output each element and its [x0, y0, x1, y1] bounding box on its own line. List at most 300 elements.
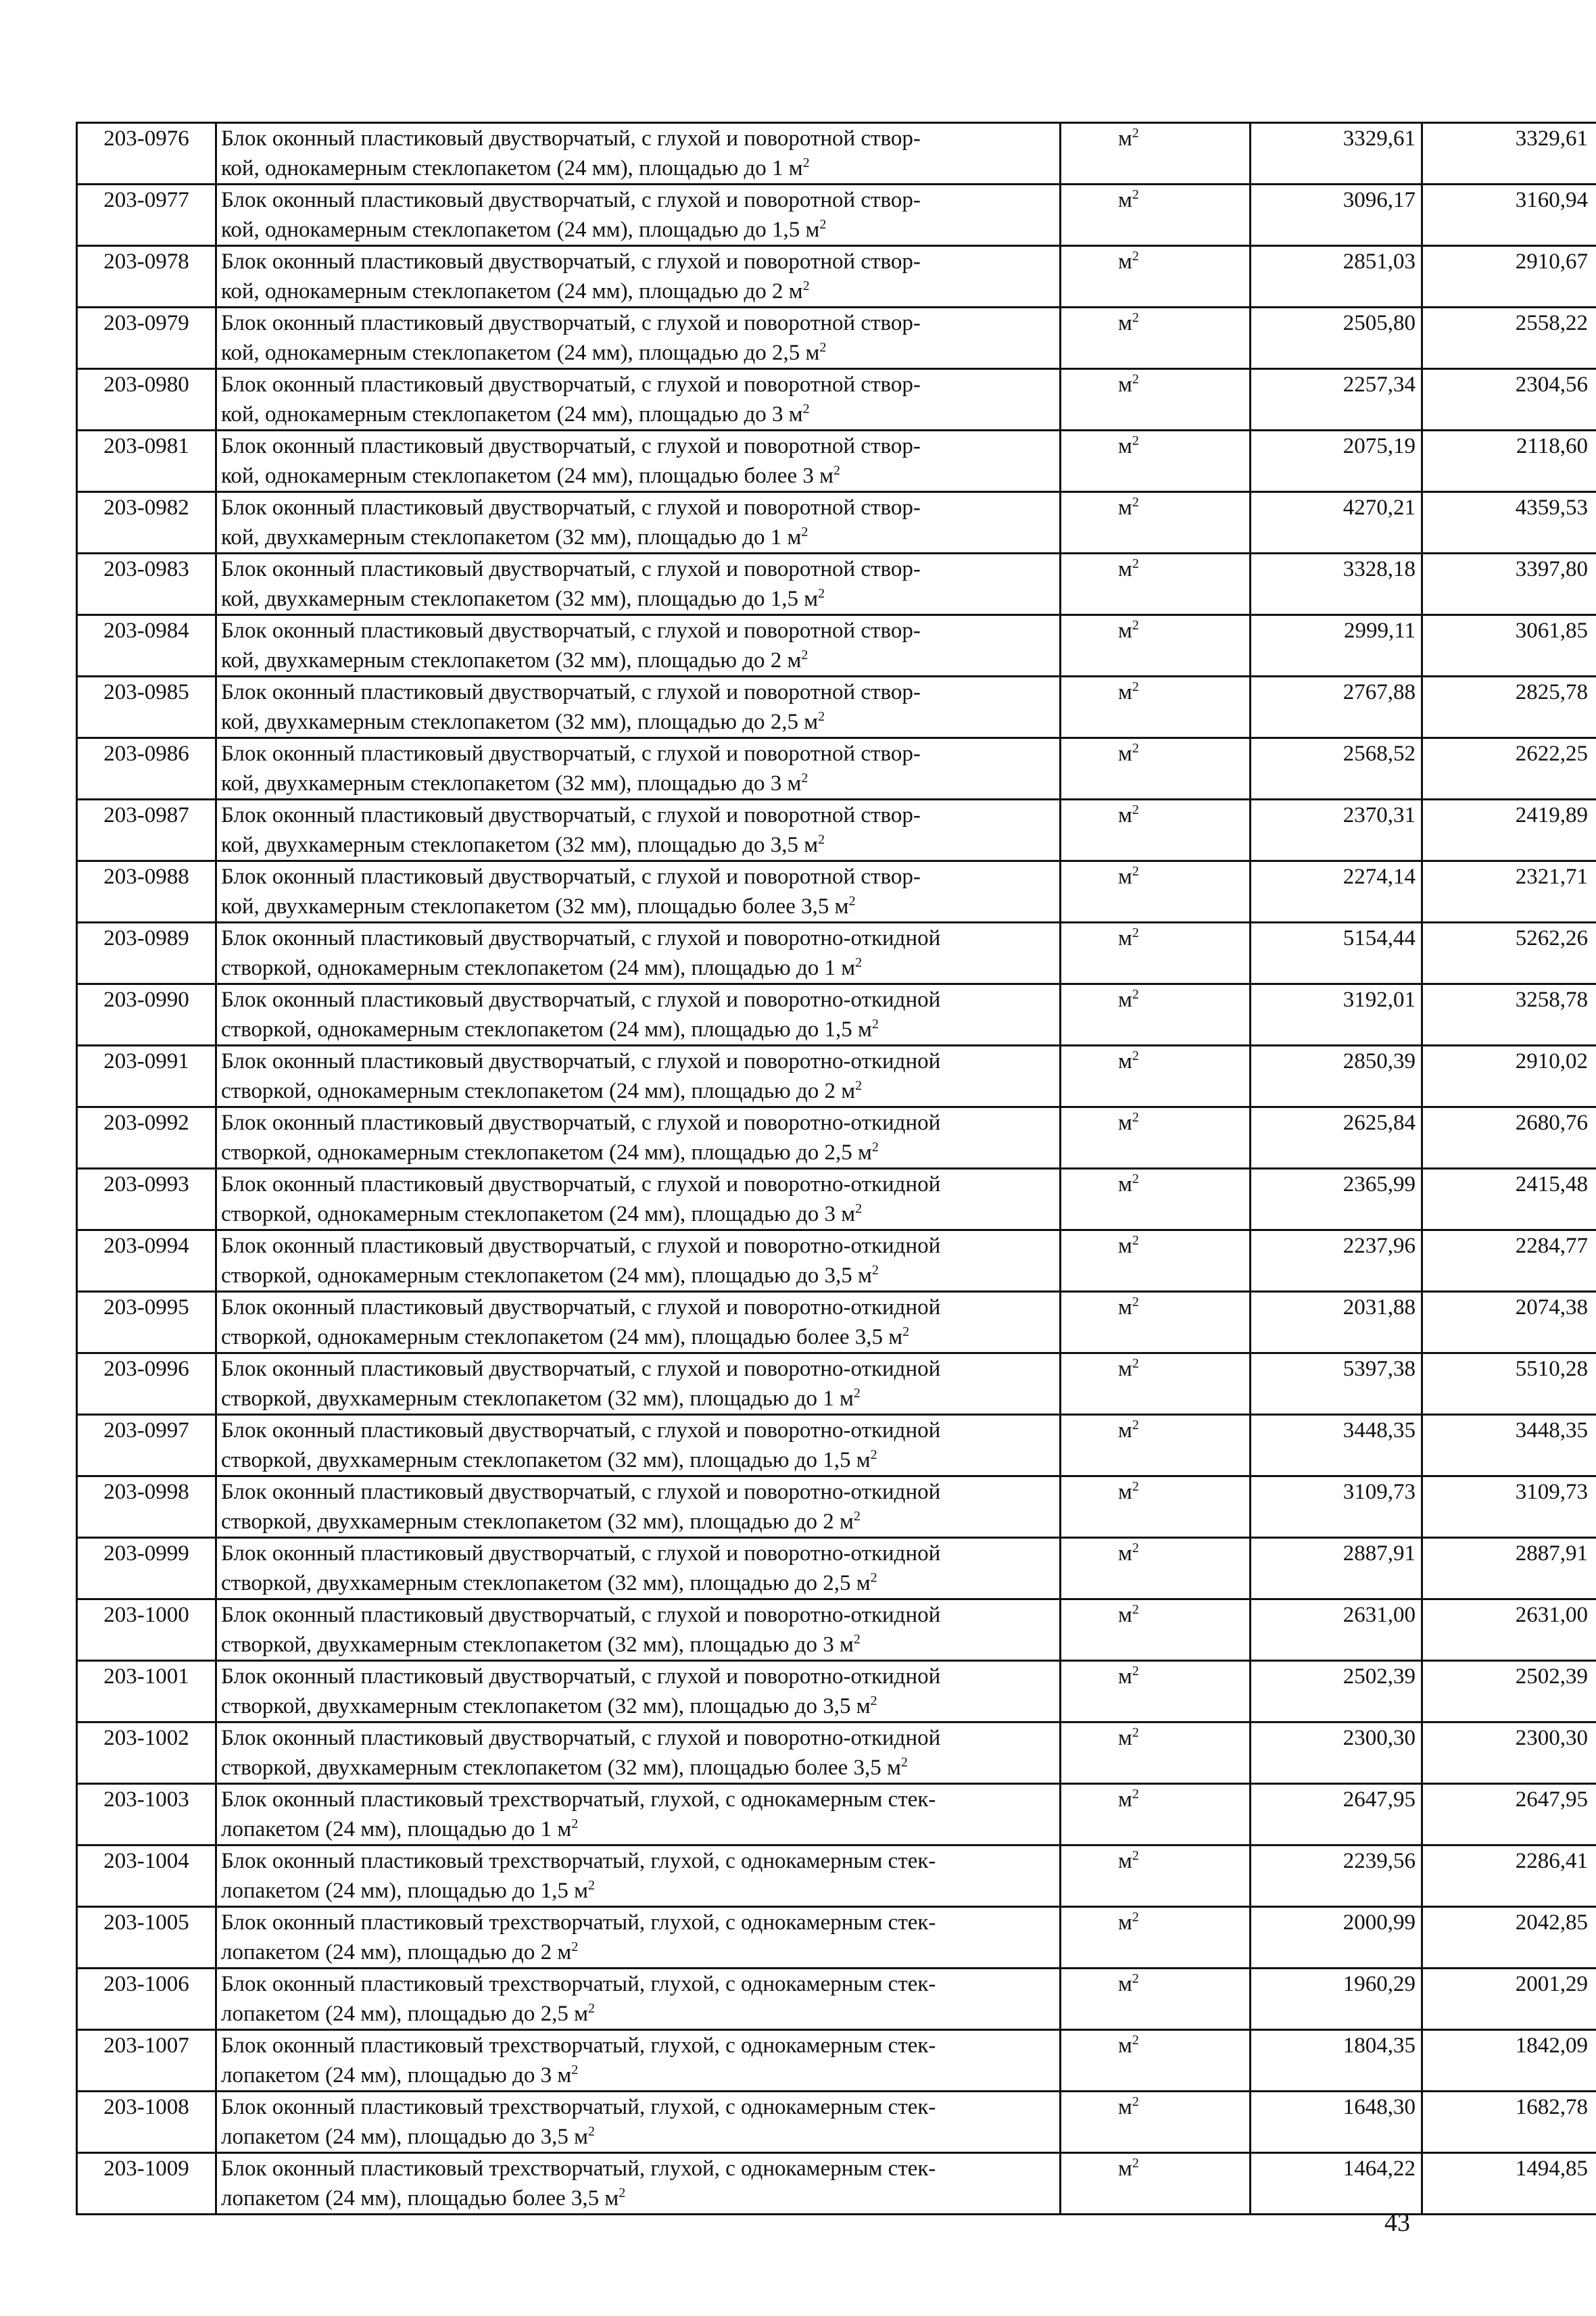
cell-price-2: 2118,60: [1422, 431, 1596, 492]
cell-price-1: 1648,30: [1251, 2092, 1422, 2153]
description-line-2: [221, 1753, 1059, 1783]
description-line-1: Блок оконный пластиковый двустворчатый, с глухой и поворотно-откидной: [221, 1418, 941, 1443]
description-line-2-text: кой, двухкамерным стеклопакетом (32 мм), площадью более 3,5 м: [221, 894, 849, 919]
cell-code: 203-1005: [77, 1907, 216, 1969]
cell-unit: [1061, 1845, 1251, 1907]
area-unit-superscript: 2: [871, 1017, 879, 1032]
cell-code: 203-0996: [77, 1353, 216, 1415]
cell-price-1: 2631,00: [1251, 1599, 1422, 1661]
description-line-1: Блок оконный пластиковый трехстворчатый, глухой, с однокамерным стек-: [221, 1787, 936, 1812]
cell-description: [216, 185, 1061, 246]
description-line-2: [221, 1937, 1059, 1967]
description-line-2: [221, 1814, 1059, 1844]
unit-text: м: [1118, 2156, 1132, 2181]
area-unit-superscript: 2: [870, 1693, 877, 1708]
cell-description: [216, 2153, 1061, 2215]
description-line-1: Блок оконный пластиковый двустворчатый, с глухой и поворотно-откидной: [221, 1111, 941, 1135]
description-line-1: Блок оконный пластиковый трехстворчатый, глухой, с однокамерным стек-: [221, 2095, 936, 2119]
description-line-1: Блок оконный пластиковый двустворчатый, с глухой и поворотно-откидной: [221, 926, 941, 950]
cell-price-2: 3109,73: [1422, 1476, 1596, 1538]
cell-price-2: 2284,77: [1422, 1230, 1596, 1292]
cell-description: [216, 1046, 1061, 1107]
unit-superscript: 2: [1132, 1848, 1139, 1863]
cell-price-1: 3329,61: [1251, 123, 1422, 185]
description-line-2: [221, 1999, 1059, 2029]
cell-price-1: 5397,38: [1251, 1353, 1422, 1415]
cell-price-2: 2887,91: [1422, 1538, 1596, 1599]
cell-unit: [1061, 861, 1251, 923]
table-row: [77, 1292, 1596, 1353]
table-row: [77, 1722, 1596, 1784]
description-line-2-text: кой, двухкамерным стеклопакетом (32 мм), площадью до 1 м: [221, 525, 802, 550]
table-row: [77, 1476, 1596, 1538]
description-line-2-text: створкой, двухкамерным стеклопакетом (32 мм), площадью до 2,5 м: [221, 1571, 871, 1595]
cell-price-2: 2286,41: [1422, 1845, 1596, 1907]
table-row: [77, 615, 1596, 677]
description-line-2-text: кой, двухкамерным стеклопакетом (32 мм), площадью до 1,5 м: [221, 587, 819, 611]
unit-superscript: 2: [1132, 925, 1139, 940]
description-line-1: Блок оконный пластиковый двустворчатый, с глухой и поворотно-откидной: [221, 988, 941, 1012]
unit-superscript: 2: [1132, 1602, 1139, 1617]
description-line-2: [221, 338, 1059, 368]
area-unit-superscript: 2: [818, 832, 825, 847]
cell-code: 203-0984: [77, 615, 216, 677]
cell-price-2: 3160,94: [1422, 185, 1596, 246]
cell-price-1: 1960,29: [1251, 1969, 1422, 2030]
area-unit-superscript: 2: [833, 463, 840, 478]
cell-price-2: 2042,85: [1422, 1907, 1596, 1969]
cell-price-2: 1842,09: [1422, 2030, 1596, 2092]
cell-code: 203-1006: [77, 1969, 216, 2030]
cell-price-1: 3096,17: [1251, 185, 1422, 246]
unit-superscript: 2: [1132, 1725, 1139, 1740]
cell-price-1: 2365,99: [1251, 1169, 1422, 1230]
cell-code: 203-0994: [77, 1230, 216, 1292]
description-line-2-text: лопакетом (24 мм), площадью до 3,5 м: [221, 2125, 588, 2149]
table-row: [77, 1907, 1596, 1969]
cell-unit: [1061, 1907, 1251, 1969]
unit-text: м: [1118, 926, 1132, 950]
cell-description: [216, 492, 1061, 554]
area-unit-superscript: 2: [802, 402, 810, 416]
description-line-1: Блок оконный пластиковый трехстворчатый, глухой, с однокамерным стек-: [221, 2156, 936, 2181]
table-row: [77, 1415, 1596, 1476]
area-unit-superscript: 2: [819, 217, 827, 232]
cell-price-2: 2321,71: [1422, 861, 1596, 923]
description-line-2: [221, 646, 1059, 675]
description-line-2: [221, 2060, 1059, 2090]
description-line-2-text: кой, двухкамерным стеклопакетом (32 мм), площадью до 2,5 м: [221, 710, 819, 734]
cell-price-2: 2680,76: [1422, 1107, 1596, 1169]
cell-unit: [1061, 246, 1251, 308]
area-unit-superscript: 2: [819, 340, 827, 355]
cell-unit: [1061, 800, 1251, 861]
description-line-2: [221, 2184, 1059, 2213]
description-line-2: [221, 1076, 1059, 1106]
description-line-1: Блок оконный пластиковый двустворчатый, с глухой и поворотной створ-: [221, 188, 921, 212]
unit-text: м: [1118, 680, 1132, 704]
cell-unit: [1061, 1969, 1251, 2030]
area-unit-superscript: 2: [902, 1324, 910, 1339]
description-line-2-text: створкой, однокамерным стеклопакетом (24 мм), площадью до 1,5 м: [221, 1017, 872, 1042]
cell-price-1: 5154,44: [1251, 923, 1422, 984]
cell-code: 203-1000: [77, 1599, 216, 1661]
area-unit-superscript: 2: [853, 1632, 861, 1647]
cell-code: 203-0998: [77, 1476, 216, 1538]
cell-price-2: 3448,35: [1422, 1415, 1596, 1476]
cell-price-1: 2000,99: [1251, 1907, 1422, 1969]
cell-description: [216, 1230, 1061, 1292]
cell-price-2: 2558,22: [1422, 308, 1596, 369]
description-line-1: Блок оконный пластиковый двустворчатый, с глухой и поворотно-откидной: [221, 1603, 941, 1627]
cell-unit: [1061, 492, 1251, 554]
description-line-2-text: кой, двухкамерным стеклопакетом (32 мм), площадью до 3,5 м: [221, 833, 819, 857]
description-line-1: Блок оконный пластиковый двустворчатый, с глухой и поворотной створ-: [221, 311, 921, 335]
unit-superscript: 2: [1132, 1048, 1139, 1063]
cell-price-1: 1804,35: [1251, 2030, 1422, 2092]
cell-code: 203-0988: [77, 861, 216, 923]
table-row: [77, 185, 1596, 246]
unit-superscript: 2: [1132, 618, 1139, 633]
description-line-1: Блок оконный пластиковый двустворчатый, с глухой и поворотно-откидной: [221, 1541, 941, 1566]
cell-code: 203-1007: [77, 2030, 216, 2092]
description-line-2: [221, 153, 1059, 183]
unit-superscript: 2: [1132, 1479, 1139, 1494]
description-line-2-text: кой, однокамерным стеклопакетом (24 мм), площадью до 2 м: [221, 279, 803, 304]
area-unit-superscript: 2: [802, 279, 810, 293]
cell-unit: [1061, 185, 1251, 246]
unit-text: м: [1118, 1972, 1132, 1996]
cell-price-1: 2237,96: [1251, 1230, 1422, 1292]
description-line-2-text: кой, однокамерным стеклопакетом (24 мм), площадью более 3 м: [221, 464, 833, 488]
cell-description: [216, 1415, 1061, 1476]
description-line-2-text: лопакетом (24 мм), площадью до 2,5 м: [221, 2002, 588, 2026]
description-line-2: [221, 276, 1059, 306]
description-line-2-text: лопакетом (24 мм), площадью до 1 м: [221, 1817, 572, 1841]
cell-code: 203-0995: [77, 1292, 216, 1353]
area-unit-superscript: 2: [571, 1939, 579, 1954]
description-line-2: [221, 1630, 1059, 1660]
cell-price-2: 1494,85: [1422, 2153, 1596, 2215]
cell-price-2: 2300,30: [1422, 1722, 1596, 1784]
description-line-2-text: створкой, двухкамерным стеклопакетом (32 мм), площадью до 2 м: [221, 1510, 854, 1534]
cell-description: [216, 1969, 1061, 2030]
cell-code: 203-0985: [77, 677, 216, 738]
cell-code: 203-0980: [77, 369, 216, 431]
cell-description: [216, 369, 1061, 431]
cell-code: 203-0986: [77, 738, 216, 800]
description-line-2-text: лопакетом (24 мм), площадью более 3,5 м: [221, 2186, 619, 2211]
unit-superscript: 2: [1132, 2156, 1139, 2171]
description-line-2: [221, 830, 1059, 860]
description-line-2: [221, 461, 1059, 491]
cell-price-2: 3061,85: [1422, 615, 1596, 677]
unit-superscript: 2: [1132, 987, 1139, 1002]
unit-text: м: [1118, 1295, 1132, 1320]
table-row: [77, 2092, 1596, 2153]
description-line-2: [221, 1876, 1059, 1906]
unit-superscript: 2: [1132, 1664, 1139, 1679]
cell-unit: [1061, 369, 1251, 431]
unit-text: м: [1118, 1357, 1132, 1381]
cell-price-2: 2502,39: [1422, 1661, 1596, 1722]
description-line-2: [221, 1199, 1059, 1229]
cell-code: 203-0983: [77, 554, 216, 615]
cell-description: [216, 861, 1061, 923]
table-row: [77, 1969, 1596, 2030]
cell-price-1: 2850,39: [1251, 1046, 1422, 1107]
cell-description: [216, 923, 1061, 984]
unit-superscript: 2: [1132, 433, 1139, 448]
description-line-2-text: кой, двухкамерным стеклопакетом (32 мм), площадью до 2 м: [221, 648, 802, 673]
description-line-1: Блок оконный пластиковый двустворчатый, с глухой и поворотной створ-: [221, 865, 921, 889]
unit-superscript: 2: [1132, 1172, 1139, 1186]
area-unit-superscript: 2: [871, 1263, 879, 1278]
description-line-2-text: створкой, двухкамерным стеклопакетом (32 мм), площадью до 3 м: [221, 1633, 854, 1657]
cell-price-1: 2370,31: [1251, 800, 1422, 861]
area-unit-superscript: 2: [818, 709, 825, 724]
cell-price-2: 2647,95: [1422, 1784, 1596, 1845]
description-line-1: Блок оконный пластиковый двустворчатый, с глухой и поворотно-откидной: [221, 1664, 941, 1689]
cell-price-2: 3397,80: [1422, 554, 1596, 615]
cell-price-2: 3258,78: [1422, 984, 1596, 1046]
table-row: [77, 1599, 1596, 1661]
unit-text: м: [1118, 1234, 1132, 1258]
table-row: [77, 492, 1596, 554]
description-line-2: [221, 1445, 1059, 1475]
description-line-2-text: кой, однокамерным стеклопакетом (24 мм), площадью до 2,5 м: [221, 341, 820, 365]
unit-text: м: [1118, 1172, 1132, 1197]
table-row: [77, 738, 1596, 800]
unit-text: м: [1118, 1726, 1132, 1750]
cell-code: 203-1004: [77, 1845, 216, 1907]
description-line-2-text: лопакетом (24 мм), площадью до 3 м: [221, 2063, 572, 2088]
cell-description: [216, 1353, 1061, 1415]
cell-unit: [1061, 2030, 1251, 2092]
cell-price-1: 2300,30: [1251, 1722, 1422, 1784]
table-row: [77, 369, 1596, 431]
unit-text: м: [1118, 1849, 1132, 1873]
unit-superscript: 2: [1132, 495, 1139, 510]
table-row: [77, 861, 1596, 923]
table-row: [77, 1784, 1596, 1845]
description-line-2: [221, 707, 1059, 737]
area-unit-superscript: 2: [818, 586, 825, 601]
description-line-1: Блок оконный пластиковый двустворчатый, с глухой и поворотной створ-: [221, 372, 921, 397]
description-line-2-text: кой, двухкамерным стеклопакетом (32 мм), площадью до 3 м: [221, 771, 802, 796]
cell-description: [216, 431, 1061, 492]
unit-text: м: [1118, 865, 1132, 889]
cell-price-1: 4270,21: [1251, 492, 1422, 554]
cell-description: [216, 1107, 1061, 1169]
cell-code: 203-0992: [77, 1107, 216, 1169]
description-line-2-text: створкой, двухкамерным стеклопакетом (32 мм), площадью более 3,5 м: [221, 1756, 901, 1780]
cell-price-1: 2568,52: [1251, 738, 1422, 800]
cell-description: [216, 1784, 1061, 1845]
table-row: [77, 1353, 1596, 1415]
cell-description: [216, 1476, 1061, 1538]
description-line-2: [221, 584, 1059, 614]
unit-superscript: 2: [1132, 1541, 1139, 1555]
cell-description: [216, 308, 1061, 369]
unit-text: м: [1118, 988, 1132, 1012]
cell-price-1: 3192,01: [1251, 984, 1422, 1046]
cell-price-2: 2304,56: [1422, 369, 1596, 431]
cell-price-2: 1682,78: [1422, 2092, 1596, 2153]
table-row: [77, 1538, 1596, 1599]
table-row: [77, 923, 1596, 984]
area-unit-superscript: 2: [870, 1447, 877, 1462]
description-line-1: Блок оконный пластиковый трехстворчатый, глухой, с однокамерным стек-: [221, 1849, 936, 1873]
area-unit-superscript: 2: [587, 2124, 595, 2139]
cell-unit: [1061, 1784, 1251, 1845]
cell-price-2: 2910,02: [1422, 1046, 1596, 1107]
cell-code: 203-1001: [77, 1661, 216, 1722]
cell-unit: [1061, 431, 1251, 492]
description-line-2-text: створкой, однокамерным стеклопакетом (24 мм), площадью до 2 м: [221, 1079, 856, 1103]
unit-text: м: [1118, 434, 1132, 458]
cell-code: 203-0987: [77, 800, 216, 861]
cell-unit: [1061, 1599, 1251, 1661]
unit-text: м: [1118, 1541, 1132, 1566]
cell-code: 203-0978: [77, 246, 216, 308]
cell-unit: [1061, 1353, 1251, 1415]
area-unit-superscript: 2: [848, 894, 856, 909]
cell-price-1: 2257,34: [1251, 369, 1422, 431]
cell-description: [216, 1722, 1061, 1784]
description-line-1: Блок оконный пластиковый двустворчатый, с глухой и поворотной створ-: [221, 557, 921, 581]
cell-code: 203-0999: [77, 1538, 216, 1599]
cell-description: [216, 123, 1061, 185]
cell-unit: [1061, 2153, 1251, 2215]
cell-unit: [1061, 1169, 1251, 1230]
description-line-1: Блок оконный пластиковый двустворчатый, с глухой и поворотной створ-: [221, 249, 921, 274]
cell-description: [216, 2030, 1061, 2092]
table-row: [77, 1169, 1596, 1230]
unit-superscript: 2: [1132, 372, 1139, 387]
cell-description: [216, 246, 1061, 308]
cell-unit: [1061, 1230, 1251, 1292]
description-line-2: [221, 400, 1059, 429]
cell-price-2: 3329,61: [1422, 123, 1596, 185]
cell-price-1: 2625,84: [1251, 1107, 1422, 1169]
description-line-1: Блок оконный пластиковый двустворчатый, с глухой и поворотной створ-: [221, 742, 921, 766]
cell-unit: [1061, 1476, 1251, 1538]
unit-superscript: 2: [1132, 864, 1139, 879]
cell-price-1: 1464,22: [1251, 2153, 1422, 2215]
unit-text: м: [1118, 619, 1132, 643]
description-line-1: Блок оконный пластиковый трехстворчатый, глухой, с однокамерным стек-: [221, 1910, 936, 1935]
area-unit-superscript: 2: [802, 155, 810, 170]
description-line-1: Блок оконный пластиковый трехстворчатый, глухой, с однокамерным стек-: [221, 1972, 936, 1996]
unit-text: м: [1118, 311, 1132, 335]
price-table-body: [77, 123, 1596, 2215]
description-line-1: Блок оконный пластиковый двустворчатый, с глухой и поворотной створ-: [221, 680, 921, 704]
description-line-1: Блок оконный пластиковый двустворчатый, с глухой и поворотной створ-: [221, 619, 921, 643]
cell-price-2: 2622,25: [1422, 738, 1596, 800]
description-line-1: Блок оконный пластиковый двустворчатый, с глухой и поворотной створ-: [221, 496, 921, 520]
unit-superscript: 2: [1132, 741, 1139, 756]
unit-superscript: 2: [1132, 1110, 1139, 1125]
cell-unit: [1061, 554, 1251, 615]
unit-superscript: 2: [1132, 1233, 1139, 1248]
cell-price-2: 2825,78: [1422, 677, 1596, 738]
description-line-2: [221, 1015, 1059, 1044]
area-unit-superscript: 2: [619, 2186, 626, 2200]
unit-superscript: 2: [1132, 249, 1139, 264]
table-row: [77, 984, 1596, 1046]
cell-unit: [1061, 1292, 1251, 1353]
description-line-2: [221, 1138, 1059, 1167]
cell-description: [216, 1907, 1061, 1969]
area-unit-superscript: 2: [587, 1878, 595, 1893]
description-line-2-text: створкой, однокамерным стеклопакетом (24 мм), площадью до 1 м: [221, 956, 856, 980]
cell-code: 203-0976: [77, 123, 216, 185]
table-row: [77, 677, 1596, 738]
cell-description: [216, 1169, 1061, 1230]
cell-unit: [1061, 1415, 1251, 1476]
table-row: [77, 1845, 1596, 1907]
cell-unit: [1061, 1107, 1251, 1169]
area-unit-superscript: 2: [871, 1140, 879, 1155]
cell-description: [216, 800, 1061, 861]
unit-superscript: 2: [1132, 802, 1139, 817]
description-line-2-text: створкой, однокамерным стеклопакетом (24 мм), площадью до 3,5 м: [221, 1263, 872, 1288]
cell-unit: [1061, 1661, 1251, 1722]
table-row: [77, 554, 1596, 615]
cell-unit: [1061, 308, 1251, 369]
description-line-2-text: кой, однокамерным стеклопакетом (24 мм), площадью до 3 м: [221, 402, 803, 427]
cell-code: 203-1008: [77, 2092, 216, 2153]
cell-description: [216, 984, 1061, 1046]
cell-unit: [1061, 1046, 1251, 1107]
description-line-1: Блок оконный пластиковый двустворчатый, с глухой и поворотно-откидной: [221, 1480, 941, 1504]
description-line-2-text: кой, однокамерным стеклопакетом (24 мм), площадью до 1 м: [221, 156, 803, 180]
cell-description: [216, 1538, 1061, 1599]
unit-superscript: 2: [1132, 1356, 1139, 1371]
description-line-2-text: створкой, двухкамерным стеклопакетом (32 мм), площадью до 1,5 м: [221, 1448, 871, 1472]
cell-code: 203-1009: [77, 2153, 216, 2215]
cell-price-1: 3448,35: [1251, 1415, 1422, 1476]
description-line-2-text: кой, однокамерным стеклопакетом (24 мм), площадью до 1,5 м: [221, 218, 820, 242]
table-row: [77, 1661, 1596, 1722]
description-line-2-text: створкой, однокамерным стеклопакетом (24 мм), площадью до 2,5 м: [221, 1140, 872, 1165]
unit-text: м: [1118, 2095, 1132, 2119]
table-row: [77, 431, 1596, 492]
cell-price-2: 2910,67: [1422, 246, 1596, 308]
description-line-1: Блок оконный пластиковый трехстворчатый, глухой, с однокамерным стек-: [221, 2033, 936, 2058]
cell-price-2: 2001,29: [1422, 1969, 1596, 2030]
cell-price-2: 2074,38: [1422, 1292, 1596, 1353]
description-line-1: Блок оконный пластиковый двустворчатый, с глухой и поворотной створ-: [221, 126, 921, 151]
description-line-1: Блок оконный пластиковый двустворчатый, с глухой и поворотно-откидной: [221, 1357, 941, 1381]
cell-description: [216, 677, 1061, 738]
cell-price-1: 2239,56: [1251, 1845, 1422, 1907]
description-line-2: [221, 2122, 1059, 2152]
unit-superscript: 2: [1132, 187, 1139, 202]
description-line-2-text: створкой, однокамерным стеклопакетом (24 мм), площадью более 3,5 м: [221, 1325, 903, 1349]
cell-price-2: 5262,26: [1422, 923, 1596, 984]
unit-text: м: [1118, 803, 1132, 827]
description-line-2: [221, 215, 1059, 245]
table-row: [77, 308, 1596, 369]
cell-price-1: 2502,39: [1251, 1661, 1422, 1722]
unit-text: м: [1118, 126, 1132, 151]
description-line-2-text: лопакетом (24 мм), площадью до 2 м: [221, 1940, 572, 1964]
table-row: [77, 123, 1596, 185]
unit-superscript: 2: [1132, 1971, 1139, 1986]
cell-code: 203-1002: [77, 1722, 216, 1784]
